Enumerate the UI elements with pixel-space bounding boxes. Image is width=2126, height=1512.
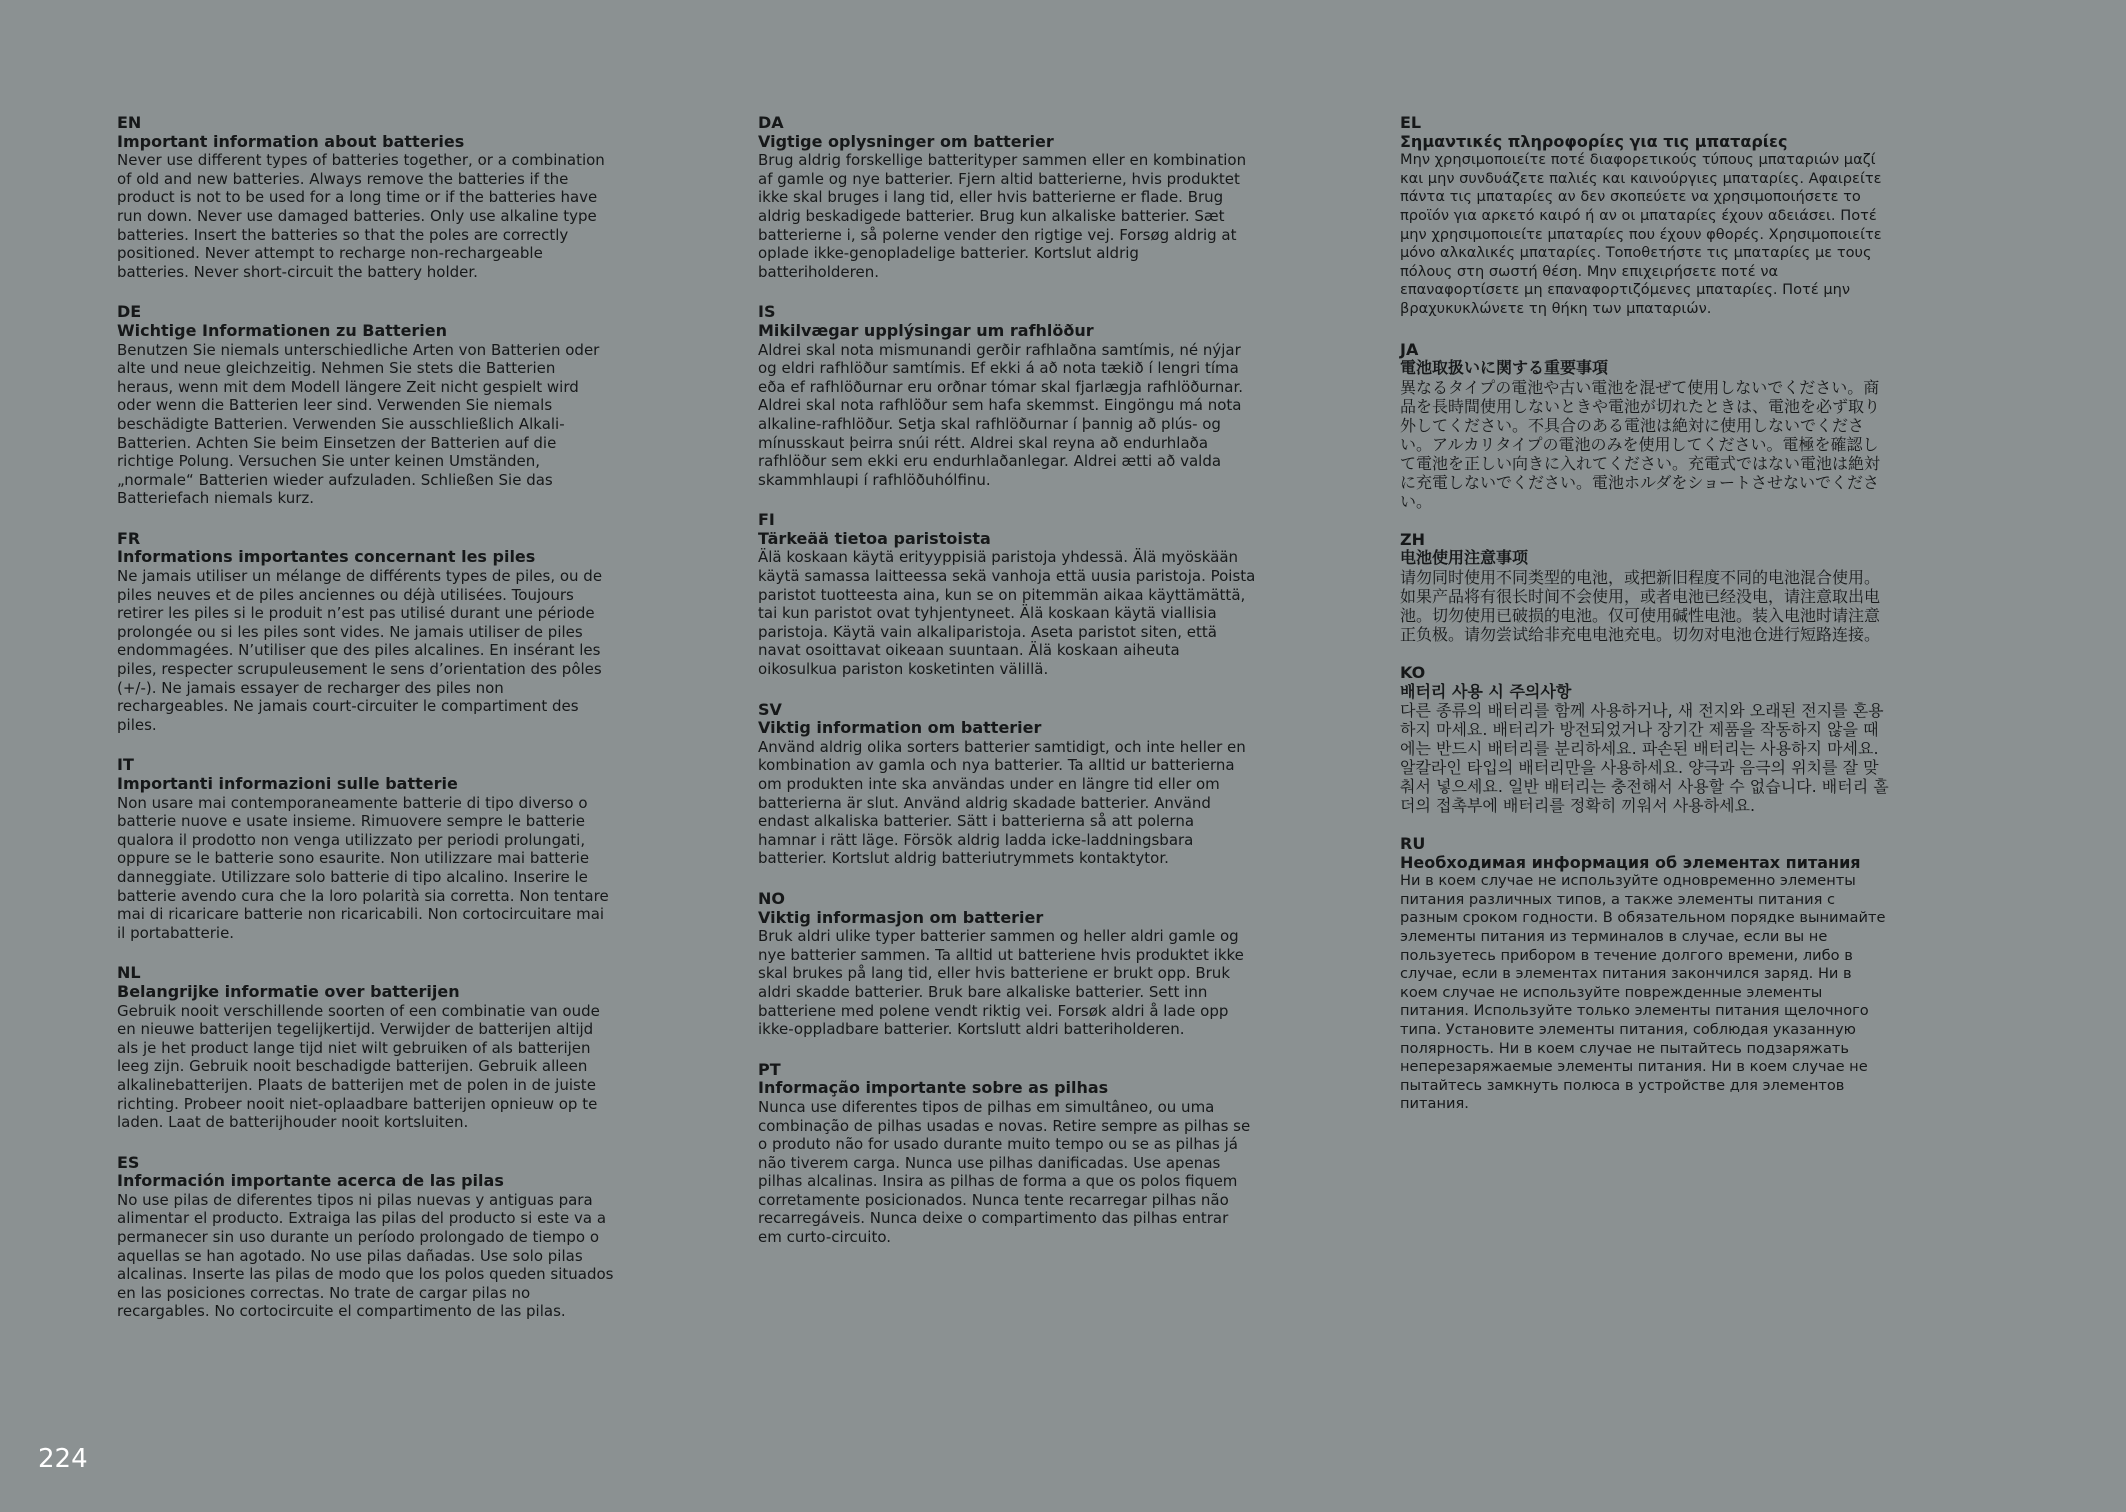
section-title: Viktig informasjon om batterier <box>758 907 1044 927</box>
section-text: Non usare mai contemporaneamente batterie di tipo diverso o batterie nuove e usate insieme. Rimuovere sempre le batterie qualora il prodotto non venga utilizzato per periodi prolungati, oppure se le batterie sono esaurite. Non utilizzare mai batterie danneggiate. Utilizzare solo batterie di tipo alcalino. Inserire le batterie avendo cura che la loro polarità sia corretta. Non tentare mai di ricaricare batterie non ricaricabili. Non cortocircuitare mai il portabatterie. <box>117 793 609 942</box>
language-code: FR <box>117 528 141 548</box>
section-da <box>758 114 1256 281</box>
section-text: 異なるタイプの電池や古い電池を混ぜて使用しないでください。商品を長時間使用しないときや電池が切れたときは、電池を必ず取り外してください。不具合のある電池は絶対に使用しないでください。アルカリタイプの電池のみを使用してください。電極を確認して電池を正しい向きに入れてください。充電式ではない電池は絶対に充電しないでください。電池ホルダをショートさせないでください。 <box>1400 377 1881 511</box>
column-3 <box>1400 114 1890 1136</box>
section-sv <box>758 701 1256 868</box>
section-text: Använd aldrig olika sorters batterier samtidigt, och inte heller en kombination av gamla och nya batterier. Ta alltid ur batterierna om produkten inte ska användas under en längre tid eller om batterierna är slut. Använd aldrig skadade batterier. Använd endast alkaliska batterier. Sätt i batterierna så att polerna hamnar i rätt läge. Försök aldrig ladda icke-laddningsbara batterier. Kortslut aldrig batteriutrymmets kontaktytor. <box>758 737 1246 868</box>
column-1 <box>117 114 615 1343</box>
section-ja <box>1400 341 1890 511</box>
section-text: Aldrei skal nota mismunandi gerðir rafhlaðna samtímis, né nýjar og eldri rafhlöður samtímis. Ef ekki á að nota tækið í lengri tíma eða ef rafhlöðurnar eru orðnar tómar skal fjarlægja rafhlöðurnar. Aldrei skal nota rafhlöður sem hafa skemmst. Eingöngu má nota alkaline-rafhlöður. Setja skal rafhlöðurnar í þannig að plús- og mínusskaut þeirra snúi rétt. Aldrei skal reyna að endurhlaða rafhlöður sem ekki eru endurhlaðanlegar. Aldrei ætti að valda skammhlaupi í rafhlöðuhólfinu. <box>758 340 1244 489</box>
section-title: Wichtige Informationen zu Batterien <box>117 320 448 340</box>
section-title: Tärkeää tietoa paristoista <box>758 528 991 548</box>
section-text: Brug aldrig forskellige batterityper sammen eller en kombination af gamle og nye batterier. Fjern altid batterierne, hvis produktet ikke skal bruges i lang tid, eller hvis batterierne er flade. Brug aldrig beskadigede batterier. Brug kun alkaliske batterier. Sæt batterierne i, så polerne vender den rigtige vej. Forsøg aldrig at oplade ikke-genopladelige batterier. Kortslut aldrig batteriholderen. <box>758 151 1247 281</box>
page-number: 224 <box>38 1444 88 1474</box>
language-code: NO <box>758 888 785 908</box>
section-fi <box>758 511 1256 678</box>
section-title: Mikilvægar upplýsingar um rafhlöður <box>758 320 1094 340</box>
language-code: SV <box>758 699 782 719</box>
section-text: Älä koskaan käytä erityyppisiä paristoja yhdessä. Älä myöskään käytä samassa laitteessa sekä vanhoja että uusia paristoja. Poista paristot tuotteesta aina, kun se on pitemmän aikaa käyttämättä, tai kun paristot ovat tyhjentyneet. Älä koskaan käytä viallisia paristoja. Käytä vain alkaliparistoja. Aseta paristot siten, että navat osoittavat oikeaan suuntaan. Älä koskaan aiheuta oikosulkua pariston kosketinten välillä. <box>758 548 1256 679</box>
section-nl <box>117 964 615 1131</box>
section-title: Importanti informazioni sulle batterie <box>117 774 458 793</box>
section-text: Bruk aldri ulike typer batterier sammen og heller aldri gamle og nye batterier sammen. Ta alltid ut batteriene hvis produktet ikke skal brukes på lang tid, eller hvis batteriene er brukt opp. Bruk aldri skadde batterier. Bruk bare alkaliske batterier. Sett inn batteriene med polene vendt riktig vei. Forsøk aldri å lade opp ikke-oppladbare batterier. Kortslutt aldri batteriholderen. <box>758 927 1244 1039</box>
column-2 <box>758 114 1256 1269</box>
section-text: Benutzen Sie niemals unterschiedliche Arten von Batterien oder alte und neue gleichzeitig. Nehmen Sie stets die Batterien heraus, wenn mit dem Modell längere Zeit nicht gespielt wird oder wenn die Batterien leer sind. Verwenden Sie niemals beschädigte Batterien. Verwenden Sie ausschließlich Alkali-Batterien. Achten Sie beim Einsetzen der Batterien auf die richtige Polung. Versuchen Sie unter keinen Umständen, „normale“ Batterien wieder aufzuladen. Schließen Sie das Batteriefach niemals kurz. <box>117 340 600 508</box>
section-text: Never use different types of batteries together, or a combination of old and new batteries. Always remove the batteries if the product is not to be used for a long time or if the batteries have run down. Never use damaged batteries. Only use alkaline type batteries. Insert the batteries so that the poles are correctly positioned. Never attempt to recharge non-rechargeable batteries. Never short-circuit the battery holder. <box>117 151 605 281</box>
section-title: 电池使用注意事项 <box>1400 548 1529 568</box>
section-text: 请勿同时使用不同类型的电池，或把新旧程度不同的电池混合使用。如果产品将有很长时间不会使用，或者电池已经没电，请注意取出电池。切勿使用已破损的电池。仅可使用碱性电池。装入电池时请注意正负极。请勿尝试给非充电电池充电。切勿对电池仓进行短路连接。 <box>1400 567 1881 644</box>
section-title: Viktig information om batterier <box>758 718 1042 738</box>
section-text: No use pilas de diferentes tipos ni pilas nuevas y antiguas para alimentar el producto. Extraiga las pilas del producto si este va a permanecer sin uso durante un período prolongado de tiempo o aquellas se han agotado. No use pilas dañadas. Use solo pilas alcalinas. Inserte las pilas de modo que los polos queden situados en las posiciones correctas. No trate de cargar pilas no recargables. No cortocircuite el compartimento de las pilas. <box>117 1190 614 1321</box>
language-code: ZH <box>1400 529 1425 549</box>
section-title: Необходимая информация об элементах питания <box>1400 852 1861 872</box>
section-title: Información importante acerca de las pilas <box>117 1171 504 1191</box>
section-title: Vigtige oplysninger om batterier <box>758 131 1054 151</box>
section-is <box>758 303 1256 489</box>
section-title: Informação importante sobre as pilhas <box>758 1078 1109 1098</box>
section-title: 배터리 사용 시 주의사항 <box>1400 681 1572 701</box>
section-text: Nunca use diferentes tipos de pilhas em simultâneo, ou uma combinação de pilhas usadas e novas. Retire sempre as pilhas se o produto não for usado durante muito tempo ou se as pilhas já não tiverem carga. Nunca use pilhas danificadas. Use apenas pilhas alcalinas. Insira as pilhas de forma a que os polos fiquem corretamente posicionados. Nunca tente recarregar pilhas não recarregáveis. Nunca deixe o compartimento das pilhas entrar em curto-circuito. <box>758 1097 1251 1247</box>
section-title: 電池取扱いに関する重要事項 <box>1400 358 1609 378</box>
section-el <box>1400 114 1890 319</box>
section-no <box>758 890 1256 1039</box>
language-code: JA <box>1400 339 1419 359</box>
section-ko <box>1400 664 1890 815</box>
section-title: Σημαντικές πληροφορίες για τις μπαταρίες <box>1400 131 1788 151</box>
section-text: Ne jamais utiliser un mélange de différents types de piles, ou de piles neuves et de piles anciennes ou déjà utilisées. Toujours retirer les piles si le produit n’est pas utilisé durant une période prolongée ou si les piles sont vides. Ne jamais utiliser de piles endommagées. N’utiliser que des piles alcalines. En insérant les piles, respecter scrupuleusement le sens d’orientation des pôles (+/-). Ne jamais essayer de recharger des piles non rechargeables. Ne jamais court-circuiter le compartiment des piles. <box>117 567 603 734</box>
language-code: RU <box>1400 834 1426 854</box>
language-code: KO <box>1400 662 1426 682</box>
language-code: IS <box>758 302 776 322</box>
section-it <box>117 756 615 942</box>
language-code: EN <box>117 113 142 132</box>
language-code: NL <box>117 963 141 983</box>
language-code: IT <box>117 755 134 775</box>
section-pt <box>758 1061 1256 1247</box>
language-code: EL <box>1400 113 1422 132</box>
language-code: DE <box>117 302 142 322</box>
section-title: Belangrijke informatie over batterijen <box>117 981 460 1001</box>
section-es <box>117 1154 615 1321</box>
section-zh <box>1400 531 1890 644</box>
section-ru <box>1400 835 1890 1114</box>
section-fr <box>117 530 615 735</box>
section-en <box>117 114 615 281</box>
language-code: PT <box>758 1059 781 1079</box>
section-text: 다른 종류의 배터리를 함께 사용하거나, 새 전지와 오래된 전지를 혼용하지 마세요. 배터리가 방전되었거나 장기간 제품을 작동하지 않을 때에는 반드시 배터리를 분리하세요. 파손된 배터리는 사용하지 마세요. 알칼라인 타입의 배터리만을 사용하세요. 양극과 음극의 위치를 잘 맞춰서 넣으세요. 일반 배터리는 충전해서 사용할 수 없습니다. 배터리 홀더의 접촉부에 배터리를 정확히 끼워서 사용하세요. <box>1400 701 1889 816</box>
language-code: FI <box>758 510 775 530</box>
section-de <box>117 303 615 508</box>
section-text: Ни в коем случае не используйте одновременно элементы питания различных типов, а также элементы питания с разным сроком годности. В обязательном порядке вынимайте элементы питания из терминалов в случае, если вы не пользуетесь прибором в течение долгого времени, либо в случае, если в элементах питания закончился заряд. Ни в коем случае не используйте поврежденные элементы питания. Используйте только элементы питания щелочного типа. Установите элементы питания, соблюдая указанную полярность. Ни в коем случае не пытайтесь подзаряжать неперезаряжаемые элементы питания. Ни в коем случае не пытайтесь замкнуть полюса в устройстве для элементов питания. <box>1400 872 1886 1113</box>
section-text: Μην χρησιμοποιείτε ποτέ διαφορετικούς τύπους μπαταριών μαζί και μην συνδυάζετε παλιές και καινούργιες μπαταρίες. Αφαιρείτε πάντα τις μπαταρίες αν δεν σκοπεύετε να χρησιμοποιήσετε το προϊόν για αρκετό καιρό ή αν οι μπαταρίες έχουν αδειάσει. Ποτέ μην χρησιμοποιείτε μπαταρίες που έχουν φθορές. Χρησιμοποιείτε μόνο αλκαλικές μπαταρίες. Τοποθετήστε τις μπαταρίες με τους πόλους στη σωστή θέση. Μην επιχειρήσετε ποτέ να επαναφορτίσετε μη επαναφορτιζόμενες μπαταρίες. Ποτέ μην βραχυκυκλώνετε τη θήκη των μπαταριών. <box>1400 151 1882 317</box>
language-code: ES <box>117 1152 140 1172</box>
section-title: Informations importantes concernant les piles <box>117 547 536 567</box>
language-code: DA <box>758 113 784 132</box>
section-text: Gebruik nooit verschillende soorten of een combinatie van oude en nieuwe batterijen tegelijkertijd. Verwijder de batterijen altijd als je het product lange tijd niet wilt gebruiken of als batterijen leeg zijn. Gebruik nooit beschadigde batterijen. Gebruik alleen alkalinebatterijen. Plaats de batterijen met de polen in de juiste richting. Probeer nooit niet-oplaadbare batterijen opnieuw op te laden. Laat de batterijhouder nooit kortsluiten. <box>117 1001 600 1132</box>
section-title: Important information about batteries <box>117 131 465 151</box>
